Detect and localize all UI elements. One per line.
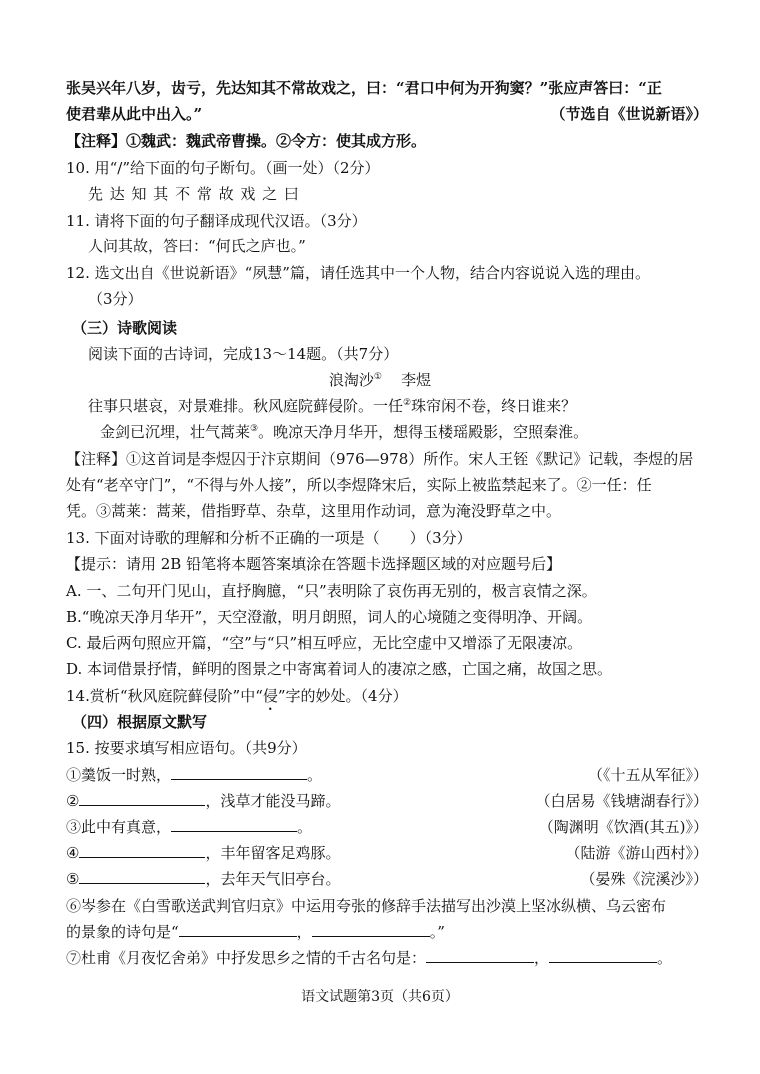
fill-5: ⑤ ，去年天气旧亭台。 （晏殊《浣溪沙》） (66, 870, 708, 888)
annotation-1: 【注释】①魏武：魏武帝曹操。②令方：使其成方形。 (66, 132, 427, 150)
fill-4: ④ ，丰年留客足鸡豚。 （陆游《游山西村》） (66, 844, 708, 862)
question-11-sentence: 人问其故，答曰：“何氏之庐也。” (88, 237, 306, 255)
section-3-intro: 阅读下面的古诗词，完成13～14题。（共7分） (88, 345, 399, 363)
option-a: A. 一、二句开门见山，直抒胸臆，“只”表明除了哀伤再无别的，极言哀情之深。 (66, 582, 597, 600)
passage-source: （节选自《世说新语》） (550, 105, 708, 123)
section-3-heading: （三）诗歌阅读 (72, 319, 178, 337)
answer-blank[interactable] (79, 869, 205, 884)
answer-blank[interactable] (171, 765, 307, 780)
poem-note-3: 凭。③蒿莱：蒿莱，借指野草、杂草，这里用作动词，意为淹没野草之中。 (66, 502, 562, 520)
answer-blank[interactable] (79, 843, 205, 858)
fill-7: ⑦杜甫《月夜忆舍弟》中抒发思乡之情的千古名句是： ， 。 (66, 949, 673, 967)
option-b: B.“晚凉天净月华开”，天空澄澈，明月朗照，词人的心境随之变得明净、开阔。 (66, 608, 593, 626)
answer-blank[interactable] (179, 922, 297, 937)
poem-note-1: 【注释】①这首词是李煜囚于汴京期间（976—978）所作。宋人王铚《默记》记载，李煜的居 (66, 450, 694, 468)
page-footer: 语文试题第3页（共6页） (301, 989, 459, 1005)
fill-4-source: （陆游《游山西村》） (565, 844, 708, 862)
question-14: 14.赏析“秋风庭院藓侵阶”中“侵”字的妙处。（4分） (66, 687, 408, 705)
fill-5-source: （晏殊《浣溪沙》） (580, 870, 708, 888)
question-10: 10. 用“/”给下面的句子断句。（画一处）（2分） (66, 159, 380, 177)
poem-title-line (0, 370, 760, 390)
section-4-heading: （四）根据原文默写 (72, 713, 208, 731)
fill-3-source: （陶渊明《饮酒(其五)》） (538, 818, 708, 836)
question-12: 12. 选文出自《世说新语》“夙慧”篇，请任选其中一个人物，结合内容说说入选的理由。 (66, 264, 650, 282)
poem-line-2: 金剑已沉埋，壮气蒿莱③。晚凉天净月华开，想得玉楼瑶殿影，空照秦淮。 (100, 423, 589, 441)
question-13-tip: 【提示：请用 2B 铅笔将本题答案填涂在答题卡选择题区域的对应题号后】 (66, 555, 562, 573)
question-10-sentence: 先 达 知 其 不 常 故 戏 之 曰 (88, 185, 300, 203)
poem-title: 浪淘沙 (328, 371, 374, 389)
fill-6: ⑥岑参在《白雪歌送武判官归京》中运用夸张的修辞手法描写出沙漠上坚冰纵横、乌云密布 (66, 897, 667, 915)
fill-1-source: （《十五从军征》） (587, 766, 708, 784)
poem-note-2: 处有“老卒守门”，“不得与外人接”，所以李煜降宋后，实际上被监禁起来了。②一任：任 (66, 476, 652, 494)
question-15: 15. 按要求填写相应语句。（共9分） (66, 739, 307, 757)
answer-blank[interactable] (549, 948, 657, 963)
question-12-score: （3分） (88, 290, 143, 308)
answer-blank[interactable] (426, 948, 534, 963)
passage-line-1: 张吴兴年八岁，齿亏，先达知其不常故戏之，曰：“君口中何为开狗窦？”张应声答曰：“正 (66, 79, 662, 97)
fill-2: ② ，浅草才能没马蹄。 （白居易《钱塘湖春行》） (66, 792, 708, 810)
answer-blank[interactable] (171, 817, 297, 832)
fill-1: ①羹饭一时熟， 。 （《十五从军征》） (66, 766, 708, 784)
fill-6-answer: 的景象的诗句是“ ， 。” (66, 923, 445, 941)
option-d: D. 本词借景抒情，鲜明的图景之中寄寓着词人的凄凉之感，亡国之痛，故国之思。 (66, 660, 613, 678)
option-c: C. 最后两句照应开篇，“空”与“只”相互呼应，无比空虚中又增添了无限凄凉。 (66, 634, 583, 652)
poem-title-note-mark: ① (373, 372, 382, 382)
poem-author: 李煜 (401, 371, 432, 389)
fill-2-source: （白居易《钱塘湖春行》） (535, 792, 708, 810)
answer-blank[interactable] (312, 922, 430, 937)
question-11: 11. 请将下面的句子翻译成现代汉语。（3分） (66, 212, 367, 230)
answer-blank[interactable] (79, 791, 205, 806)
fill-3: ③此中有真意， 。 （陶渊明《饮酒(其五)》） (66, 818, 708, 836)
poem-line-1: 往事只堪哀，对景难排。秋风庭院藓侵阶。一任②珠帘闲不卷，终日谁来？ (88, 397, 577, 415)
question-13: 13. 下面对诗歌的理解和分析不正确的一项是（ ）（3分） (66, 529, 472, 547)
passage-line-2: 使君辈从此中出入。” （节选自《世说新语》） (66, 105, 708, 123)
emphasis-char: 侵 (262, 687, 278, 705)
